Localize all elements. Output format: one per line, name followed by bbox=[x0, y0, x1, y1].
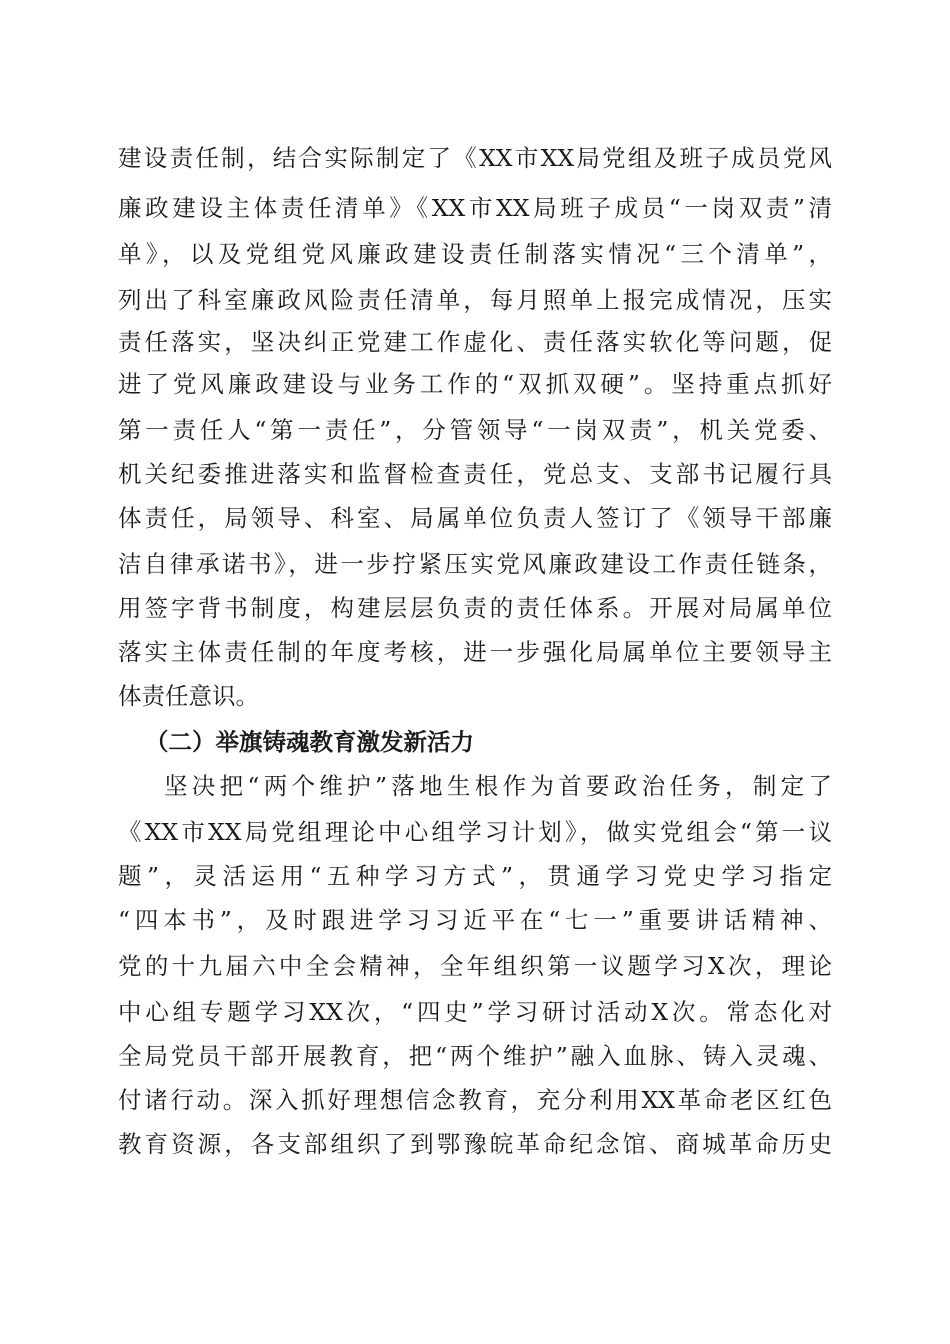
paragraph-line: 体责任意识。 bbox=[118, 682, 259, 710]
paragraph-line: 单》，以及党组党风廉政建设责任制落实情况“三个清单”， bbox=[118, 240, 832, 268]
paragraph-line: 落实主体责任制的年度考核，进一步强化局属单位主要领导主 bbox=[118, 638, 832, 666]
paragraph-line: 题”，灵活运用“五种学习方式”，贯通学习党史学习指定 bbox=[118, 862, 832, 890]
paragraph-line: 全局党员干部开展教育，把“两个维护”融入血脉、铸入灵魂、 bbox=[118, 1042, 832, 1070]
paragraph-line: 责任落实，坚决纠正党建工作虚化、责任落实软化等问题，促 bbox=[118, 328, 832, 356]
paragraph-line: 列出了科室廉政风险责任清单，每月照单上报完成情况，压实 bbox=[118, 286, 832, 314]
paragraph-line: 建设责任制，结合实际制定了《XX市XX局党组及班子成员党风 bbox=[118, 144, 832, 172]
paragraph-line: “四本书”，及时跟进学习习近平在“七一”重要讲话精神、 bbox=[118, 906, 832, 934]
paragraph-line: 机关纪委推进落实和监督检查责任，党总支、支部书记履行具 bbox=[118, 460, 832, 488]
paragraph-line: 教育资源，各支部组织了到鄂豫皖革命纪念馆、商城革命历史 bbox=[118, 1130, 832, 1158]
paragraph-line: 第一责任人“第一责任”，分管领导“一岗双责”，机关党委、 bbox=[118, 416, 832, 444]
paragraph-line: 洁自律承诺书》，进一步拧紧压实党风廉政建设工作责任链条， bbox=[118, 550, 832, 578]
paragraph-line: 付诸行动。深入抓好理想信念教育，充分利用XX革命老区红色 bbox=[118, 1086, 832, 1114]
paragraph-line: 进了党风廉政建设与业务工作的“双抓双硬”。坚持重点抓好 bbox=[118, 370, 832, 398]
paragraph-line: 廉政建设主体责任清单》《XX市XX局班子成员“一岗双责”清 bbox=[118, 194, 832, 222]
paragraph-line: 用签字背书制度，构建层层负责的责任体系。开展对局属单位 bbox=[118, 594, 832, 622]
paragraph-line: 党的十九届六中全会精神，全年组织第一议题学习X次，理论 bbox=[118, 952, 832, 980]
paragraph-line: 坚决把“两个维护”落地生根作为首要政治任务，制定了 bbox=[164, 772, 832, 800]
section-heading: （二）举旗铸魂教育激发新活力 bbox=[145, 728, 474, 756]
paragraph-line: 中心组专题学习XX次，“四史”学习研讨活动X次。常态化对 bbox=[118, 998, 832, 1026]
paragraph-line: 体责任，局领导、科室、局属单位负责人签订了《领导干部廉 bbox=[118, 504, 832, 532]
paragraph-line: 《XX市XX局党组理论中心组学习计划》，做实党组会“第一议 bbox=[118, 818, 832, 846]
